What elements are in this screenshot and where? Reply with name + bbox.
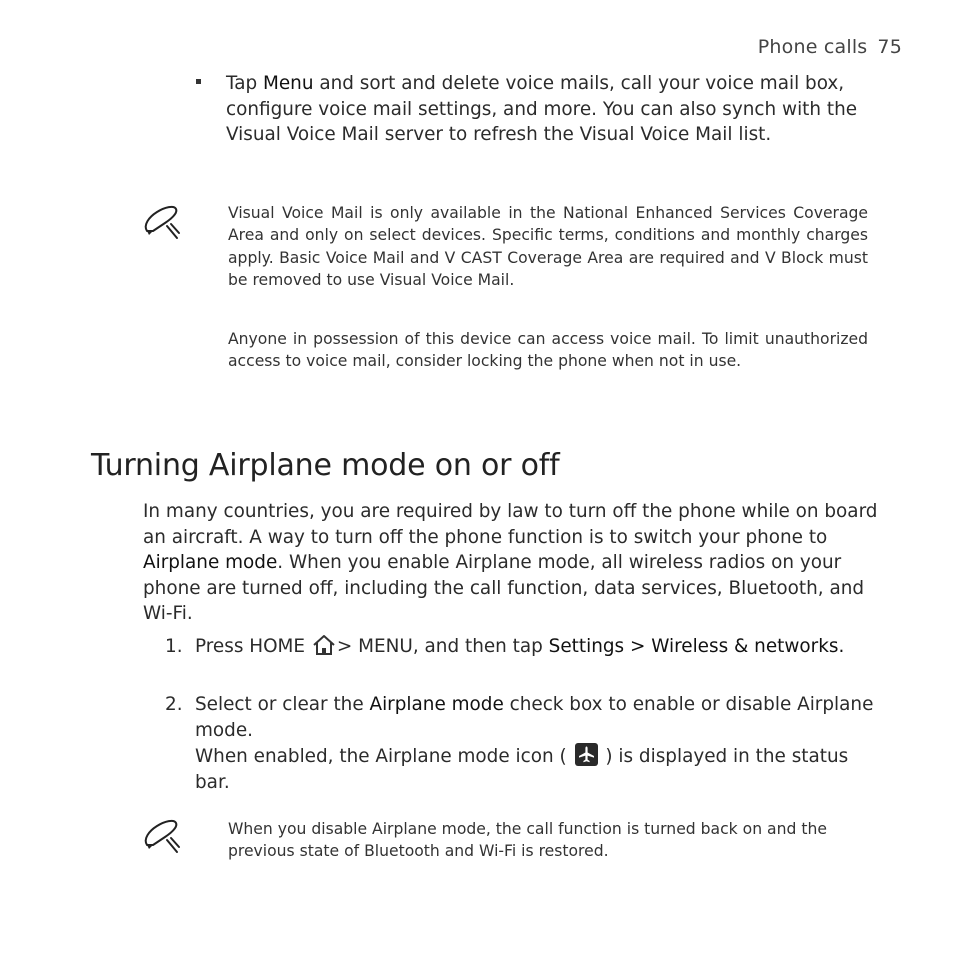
step-text: check box to enable or disable Airplane mode. [195,694,874,741]
step-number: 1. [165,636,183,657]
home-icon [311,634,337,656]
step-item [195,692,885,795]
bullet-marker [196,79,201,84]
step-item [195,634,885,660]
note-paragraph: When you disable Airplane mode, the call function is turned back on and the previous state of Bluetooth and Wi-Fi is restored. [228,820,827,861]
note-pen-icon [141,815,181,855]
step-text: > MENU, and then tap [336,636,549,657]
airplane-mode-term: Airplane mode [143,552,278,573]
intro-paragraph [143,499,878,627]
intro-text: . When you enable Airplane mode, all wireless radios on your phone are turned off, including the call function, data services, Bluetooth, and Wi-Fi. [143,552,865,624]
bullet-item [226,71,876,148]
settings-path: Settings > Wireless & networks. [548,636,845,657]
step-number: 2. [165,694,183,715]
note-paragraph: Anyone in possession of this device can access voice mail. To limit unauthorized access to voice mail, consider locking the phone when not in use. [228,330,868,371]
bullet-rest: and sort and delete voice mails, call your voice mail box, configure voice mail settings, and more. You can also synch with the Visual Voice Mail server to refresh the Visual Voice Mail list. [226,73,858,145]
step-text: Select or clear the [195,694,370,715]
note-pen-icon [141,201,181,241]
note-paragraph: Visual Voice Mail is only available in the National Enhanced Services Coverage Area and only on select devices. Specific terms, conditions and monthly charges apply. Basic Voice Mail and V CAST Coverage Area are required and V Block must be removed to use Visual Voice Mail. [228,204,868,289]
airplane-mode-term: Airplane mode [369,694,504,715]
page-number: 75 [877,36,902,58]
intro-text: In many countries, you are required by law to turn off the phone while on board an aircraft. A way to turn off the phone function is to switch your phone to [143,501,878,548]
step-text: Press HOME [195,636,311,657]
section-title: Turning Airplane mode on or off [91,448,560,483]
menu-term: Menu [262,73,314,94]
section-name: Phone calls [757,36,868,58]
page-header [758,36,902,58]
step-text: ) is displayed in the status bar. [195,746,849,793]
airplane-mode-icon [575,743,598,766]
step-text: When enabled, the Airplane mode icon ( [195,746,573,767]
bullet-prefix: Tap [226,73,263,94]
